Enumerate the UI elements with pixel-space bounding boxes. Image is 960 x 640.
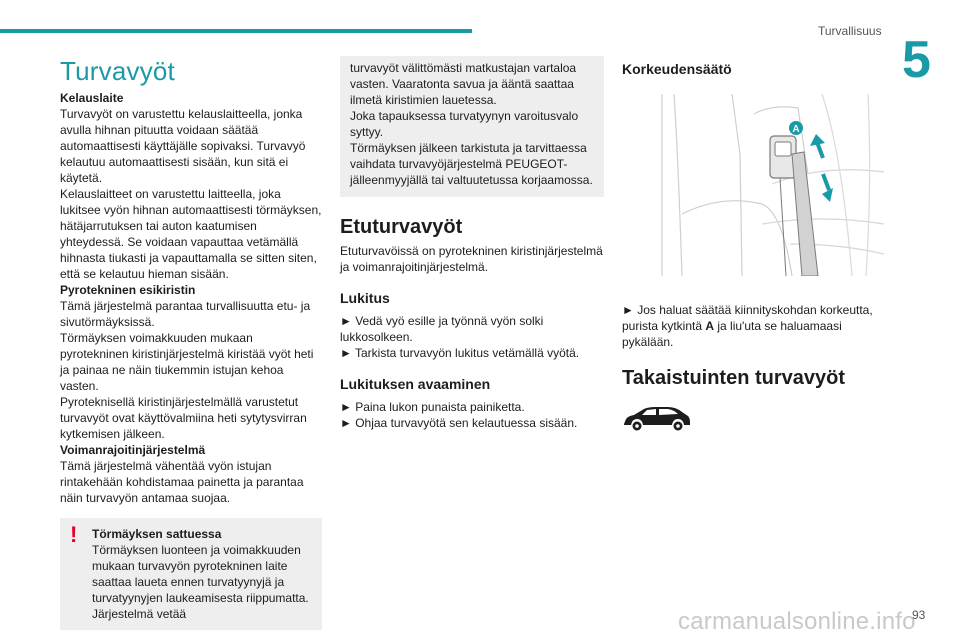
car-silhouette-icon (622, 404, 692, 434)
bullet-avaaminen-1: ► Paina lukon punaista painiketta. (340, 400, 525, 414)
text-etuturvavyot: Etuturvavöissä on pyrotekninen kiristinjärjestelmä ja voimanrajoitinjärjestelmä. (340, 244, 603, 274)
bullet-lukitus-2: ► Tarkista turvavyön lukitus vetämällä vyötä. (340, 346, 580, 360)
heading-etuturvavyot: Etuturvavyöt (340, 216, 463, 238)
column-left (60, 56, 322, 630)
bullet-avaaminen-2: ► Ohjaa turvavyötä sen kelautuessa sisään. (340, 416, 578, 430)
text-korkeudensaato (622, 302, 886, 350)
subhead-voimanrajoitin: Voimanrajoitinjärjestelmä (60, 443, 206, 457)
warning-icon: ! (70, 522, 78, 547)
watermark: carmanualsonline.info (678, 608, 916, 635)
subhead-kelauslaite: Kelauslaite (60, 91, 124, 105)
text-voimanrajoitin: Tämä järjestelmä vähentää vyön istujan rintakehään kohdistamaa painetta ja parantaa näin turvavyön antamaa suojaa. (60, 459, 304, 505)
column-right (622, 56, 886, 438)
text-korkeudensaato-pre: ► Jos haluat säätää kiinnityskohdan korkeutta, purista kytkintä (622, 303, 873, 333)
heading-korkeudensaato: Korkeudensäätö (622, 61, 732, 77)
warning-box (60, 518, 322, 630)
page-title: Turvavyöt (60, 56, 175, 86)
heading-avaaminen: Lukituksen avaaminen (340, 376, 491, 392)
text-korkeudensaato-post: ja liu'uta se haluamaasi pykälään. (622, 319, 842, 349)
callout-label-a: A (792, 124, 800, 135)
heading-lukitus: Lukitus (340, 290, 390, 306)
subhead-esikiristin: Pyrotekninen esikiristin (60, 283, 196, 297)
section-title: Turvallisuus (818, 24, 882, 38)
text-korkeudensaato-key: A (705, 319, 715, 333)
warning-text: Törmäyksen luonteen ja voimakkuuden mukaan turvavyön pyrotekninen laite saattaa laueta ennen turvatyynyjä ja turvatyynyjen laukeamisesta riippumatta. Järjestelmä vetää (92, 543, 309, 621)
warning-text-continued: turvavyöt välittömästi matkustajan vartaloa vasten. Vaaratonta savua ja ääntä saattaa ilmetä kiristimien lauetessa. Joka tapauksessa turvatyynyn varoitusvalo syttyy. Törmäyksen jälkeen tarkistuta ja tarvittaessa vaihdata turvavyöjärjestelmä PEUGEOT-jälleenmyyjällä tai valtuutetussa korjaamossa. (350, 61, 593, 187)
text-esikiristin: Tämä järjestelmä parantaa turvallisuutta etu- ja sivutörmäyksissä. Törmäyksen voimakkuuden mukaan pyrotekninen kiristinjärjestelmä kiristää vyöt heti ja painaa ne näin tiukemmin istujan kehoa vasten. Pyroteknisellä kiristinjärjestelmällä varustetut turvavyöt ovat käyttövalmiina heti sytytysvirran kytkemisen jälkeen. (60, 299, 314, 441)
column-middle (340, 56, 604, 431)
top-accent-bar (0, 29, 472, 33)
seatbelt-height-illustration (622, 94, 884, 276)
seatbelt-illustration-svg (622, 94, 884, 276)
page-number: 93 (912, 608, 926, 622)
warning-box-continued (340, 56, 604, 197)
bullet-lukitus-1: ► Vedä vyö esille ja työnnä vyön solki lukkosolkeen. (340, 314, 544, 344)
warning-title: Törmäyksen sattuessa (92, 527, 222, 541)
chapter-number: 5 (902, 31, 931, 89)
heading-takaistuinten: Takaistuinten turvavyöt (622, 367, 846, 389)
text-kelauslaite: Turvavyöt on varustettu kelauslaitteella, jonka avulla hihnan pituutta voidaan säätää automaattisesti käyttäjälle sopivaksi. Turvavyö kelautuu automaattisesti sisään, kun sitä ei käytetä. Kelauslaitteet on varustettu laitteella, joka lukitsee vyön hihnan automaattisesti törmäyksen, hätäjarrutuksen tai auton kaatumisen yhteydessä. Se voidaan vapauttaa vetämällä hihnasta tiukasti ja vapauttamalla se sitten siten, että se kelautuu hieman sisään. (60, 107, 322, 281)
